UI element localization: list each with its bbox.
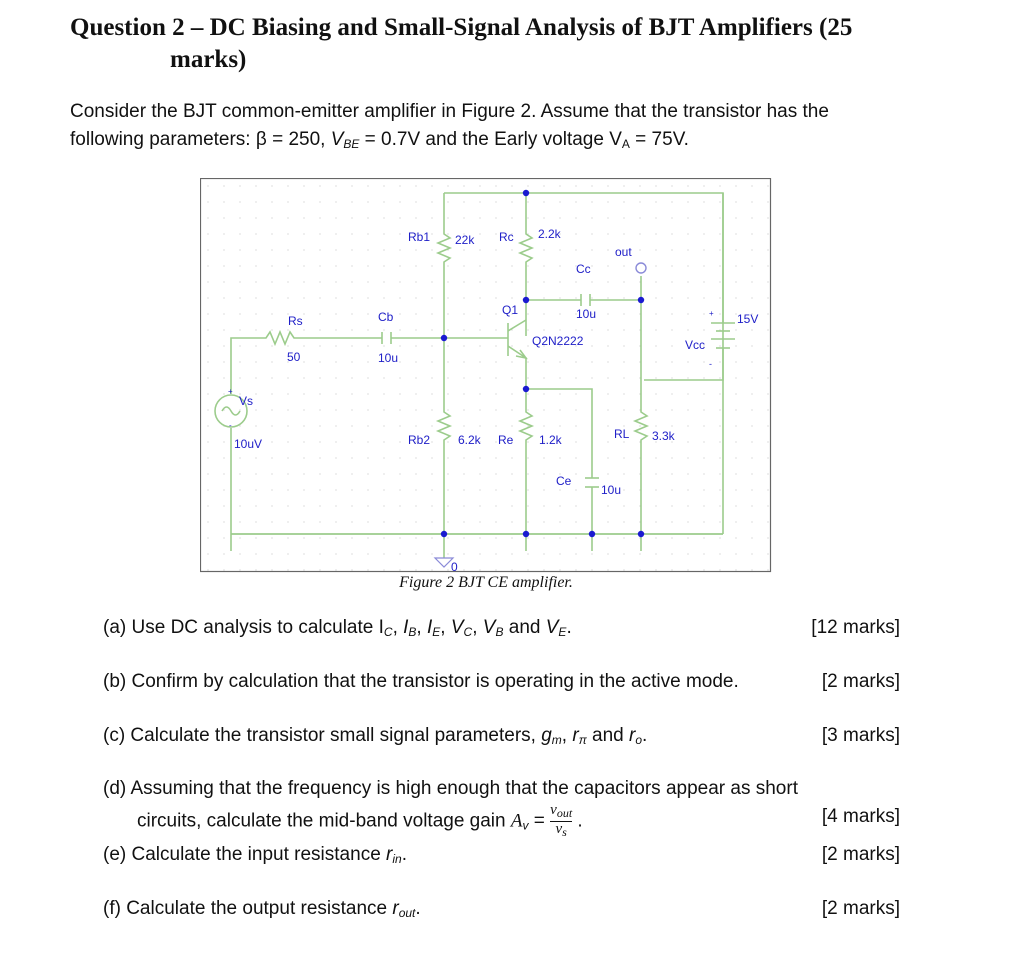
question-f: (f) Calculate the output resistance $r_{out}$. [2 marks]: [103, 895, 900, 927]
vc-sub: C: [463, 625, 473, 639]
gain-fraction: [550, 803, 572, 840]
ve-sub: E: [558, 625, 567, 639]
ib-sub: B: [408, 625, 417, 639]
rb1-label: Rb1: [408, 230, 431, 244]
title-line-1: Question 2 – DC Biasing and Small-Signal Analysis of BJT Amplifiers (25: [70, 14, 853, 41]
out-label: out: [615, 245, 632, 259]
ground-label: 0: [451, 560, 458, 574]
num-sub: out: [556, 806, 573, 820]
cb-label: Cb: [378, 310, 394, 324]
title-line-2: marks): [170, 46, 247, 73]
rc-value: 2.2k: [538, 227, 561, 241]
den-sub: s: [562, 825, 567, 839]
q-f-text: (f) Calculate the output resistance: [103, 898, 393, 919]
params-text-b: = 0.7V and the Early voltage V: [359, 129, 622, 150]
cc-value: 10u: [576, 307, 597, 321]
output-terminal: [636, 263, 646, 273]
rl-value: 3.3k: [652, 429, 675, 443]
question-b: [103, 668, 900, 696]
intro-line-1: Consider the BJT common-emitter amplifier in Figure 2. Assume that the transistor has the: [70, 101, 829, 122]
rpi-symbol: r: [572, 725, 579, 746]
q-d-text-2: circuits, calculate the mid-band voltage gain: [137, 810, 511, 832]
ce-value: 10u: [601, 483, 622, 497]
figure-caption: Figure 2 BJT CE amplifier.: [399, 574, 573, 591]
re-value: 1.2k: [539, 433, 562, 447]
vbe-symbol: V: [330, 129, 344, 150]
va-sub: A: [621, 137, 630, 151]
ro-symbol: r: [629, 725, 636, 746]
question-e: (e) Calculate the input resistance $r_{in}$. [2 marks]: [103, 841, 900, 873]
params-text-c: = 75V.: [629, 129, 689, 150]
circuit-diagram: [200, 178, 772, 574]
q-b-marks: [2 marks]: [821, 671, 900, 692]
rin-sub: in: [392, 852, 402, 866]
q-c-text: (c) Calculate the transistor small signal parameters,: [103, 725, 542, 746]
vs-minus: -: [229, 421, 232, 430]
gm-symbol: g: [541, 725, 552, 746]
ic-sub: C: [383, 625, 393, 639]
rb2-value: 6.2k: [458, 433, 481, 447]
q-f-marks: [2 marks]: [821, 898, 900, 919]
intro-text: [70, 98, 970, 158]
vcc-label: Vcc: [685, 338, 706, 352]
q-d-marks: [4 marks]: [821, 806, 900, 827]
vbe-sub: BE: [343, 137, 360, 151]
q-d-text: (d) Assuming that the frequency is high enough that the capacitors appear as short: [103, 778, 798, 799]
cc-label: Cc: [576, 262, 591, 276]
question-d: (d) Assuming that the frequency is high enough that the capacitors appear as short circuits, calculate the mid-band voltage gain $A_v$ = $\frac{v_{out}}{v_s}$ . [4 marks]: [103, 775, 900, 840]
cb-value: 10u: [378, 351, 399, 365]
q-a-text: (a) Use DC analysis to calculate I: [103, 617, 384, 638]
vcc-plus: +: [709, 309, 714, 318]
rs-value: 50: [287, 350, 301, 364]
rc-label: Rc: [499, 230, 514, 244]
q-c-marks: [3 marks]: [821, 725, 900, 746]
circuit-figure: [200, 178, 772, 579]
gain-symbol: A: [510, 810, 523, 832]
rout-symbol: r: [392, 898, 399, 919]
question-title: [70, 12, 852, 76]
rl-label: RL: [614, 427, 630, 441]
q1-model: Q2N2222: [532, 334, 584, 348]
vcc-value: 15V: [737, 312, 759, 326]
q-b-text: (b) Confirm by calculation that the transistor is operating in the active mode.: [103, 671, 739, 692]
intro-line-2: [70, 126, 970, 158]
q-e-text: (e) Calculate the input resistance: [103, 844, 387, 865]
q-e-marks: [2 marks]: [821, 844, 900, 865]
equals: =: [528, 810, 551, 832]
q-a-marks: [12 marks]: [811, 617, 900, 638]
num: v: [550, 802, 557, 818]
gain-sub: v: [522, 818, 529, 833]
rin-symbol: r: [386, 844, 393, 865]
q1-label: Q1: [502, 303, 519, 317]
vcc-minus: -: [709, 359, 712, 369]
ro-sub: o: [635, 733, 643, 747]
den: v: [555, 821, 563, 837]
rout-sub: out: [398, 906, 416, 920]
ie-sub: E: [432, 625, 441, 639]
vs-plus: +: [228, 387, 233, 396]
rs-label: Rs: [288, 314, 303, 328]
vs-value: 10uV: [234, 437, 263, 451]
vb-sub: B: [495, 625, 504, 639]
question-a: (a) Use DC analysis to calculate $I_C$, $I_B$, $I_E$, $V_C$, $V_B$ and $V_E$. [12 marks]: [103, 614, 900, 646]
rpi-sub: π: [578, 733, 587, 747]
re-label: Re: [498, 433, 514, 447]
figure-frame: [201, 179, 771, 572]
params-text: following parameters: β = 250,: [70, 129, 331, 150]
vs-label: Vs: [239, 394, 254, 408]
question-c: (c) Calculate the transistor small signal parameters, $g_m$, $r_\pi$ and $r_o$. [3 marks]: [103, 722, 900, 754]
rb2-label: Rb2: [408, 433, 431, 447]
rb1-value: 22k: [455, 233, 475, 247]
ce-label: Ce: [556, 474, 572, 488]
gm-sub: m: [551, 733, 562, 747]
